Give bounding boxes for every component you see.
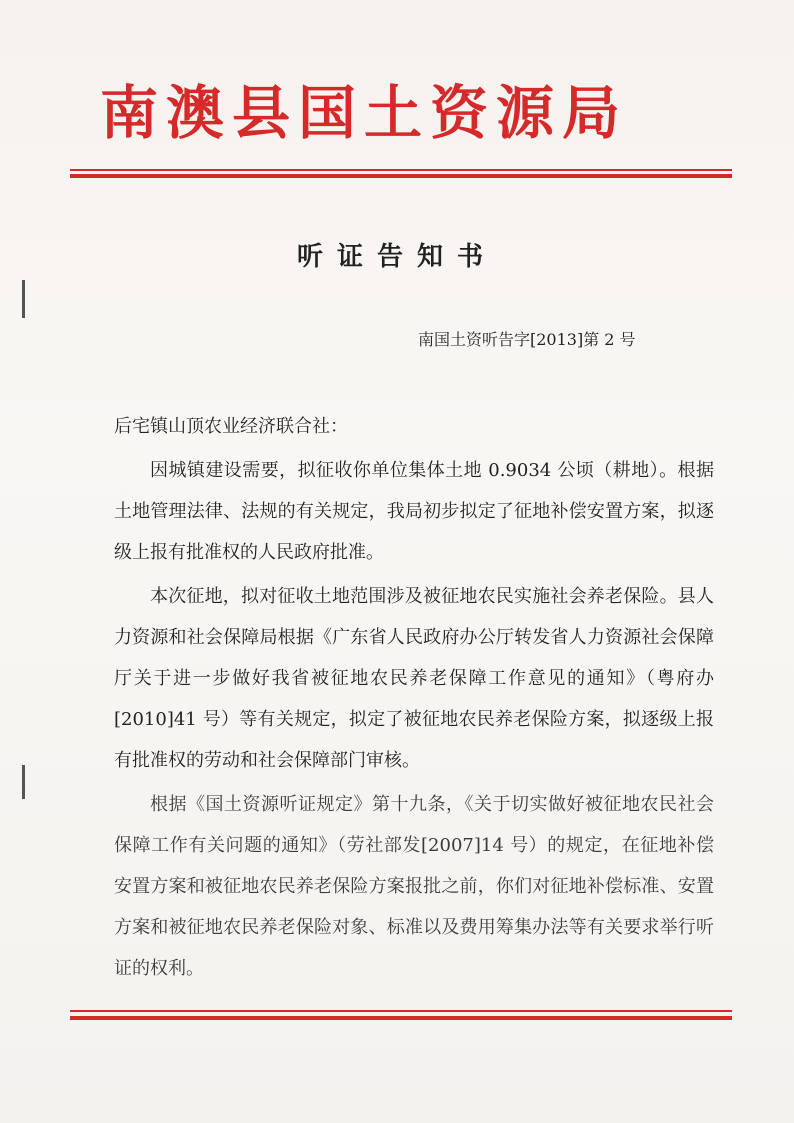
body-paragraph-3: 根据《国土资源听证规定》第十九条，《关于切实做好被征地农民社会保障工作有关问题的通知》（劳社部发[2007]14 号）的规定，在征地补偿安置方案和被征地农民养老保险方案报批之前，你们对征地补偿标准、安置方案和被征地农民养老保险对象、标准以及费用筹集办法等有关要求举行听证的权利。 <box>114 794 714 979</box>
letterhead-agency-name: 南澳县国土资源局 <box>100 79 629 147</box>
footer-rule-thin <box>70 1010 732 1012</box>
body-paragraph-2: 本次征地，拟对征收土地范围涉及被征地农民实施社会养老保险。县人力资源和社会保障局根据《广东省人民政府办公厅转发省人力资源社会保障厅关于进一步做好我省被征地农民养老保障工作意见的通知》（粤府办[2010]41 号）等有关规定，拟定了被征地农民养老保险方案，拟逐级上报有批准权的劳动和社会保障部门审核。 <box>114 586 714 771</box>
document-title: 听证告知书 <box>296 242 497 272</box>
recipient-salutation: 后宅镇山顶农业经济联合社： <box>114 416 348 437</box>
body-paragraph-1: 因城镇建设需要，拟征收你单位集体土地 0.9034 公顷（耕地）。根据土地管理法律、法规的有关规定，我局初步拟定了征地补偿安置方案，拟逐级上报有批准权的人民政府批准。 <box>114 460 714 563</box>
letterhead-rule-thin <box>70 169 732 171</box>
letterhead-rule-thick <box>70 174 732 178</box>
binding-mark <box>22 280 25 318</box>
footer-rule-thick <box>70 1016 732 1020</box>
binding-mark <box>22 765 25 799</box>
document-number: 南国土资听告字[2013]第 2 号 <box>418 330 636 349</box>
